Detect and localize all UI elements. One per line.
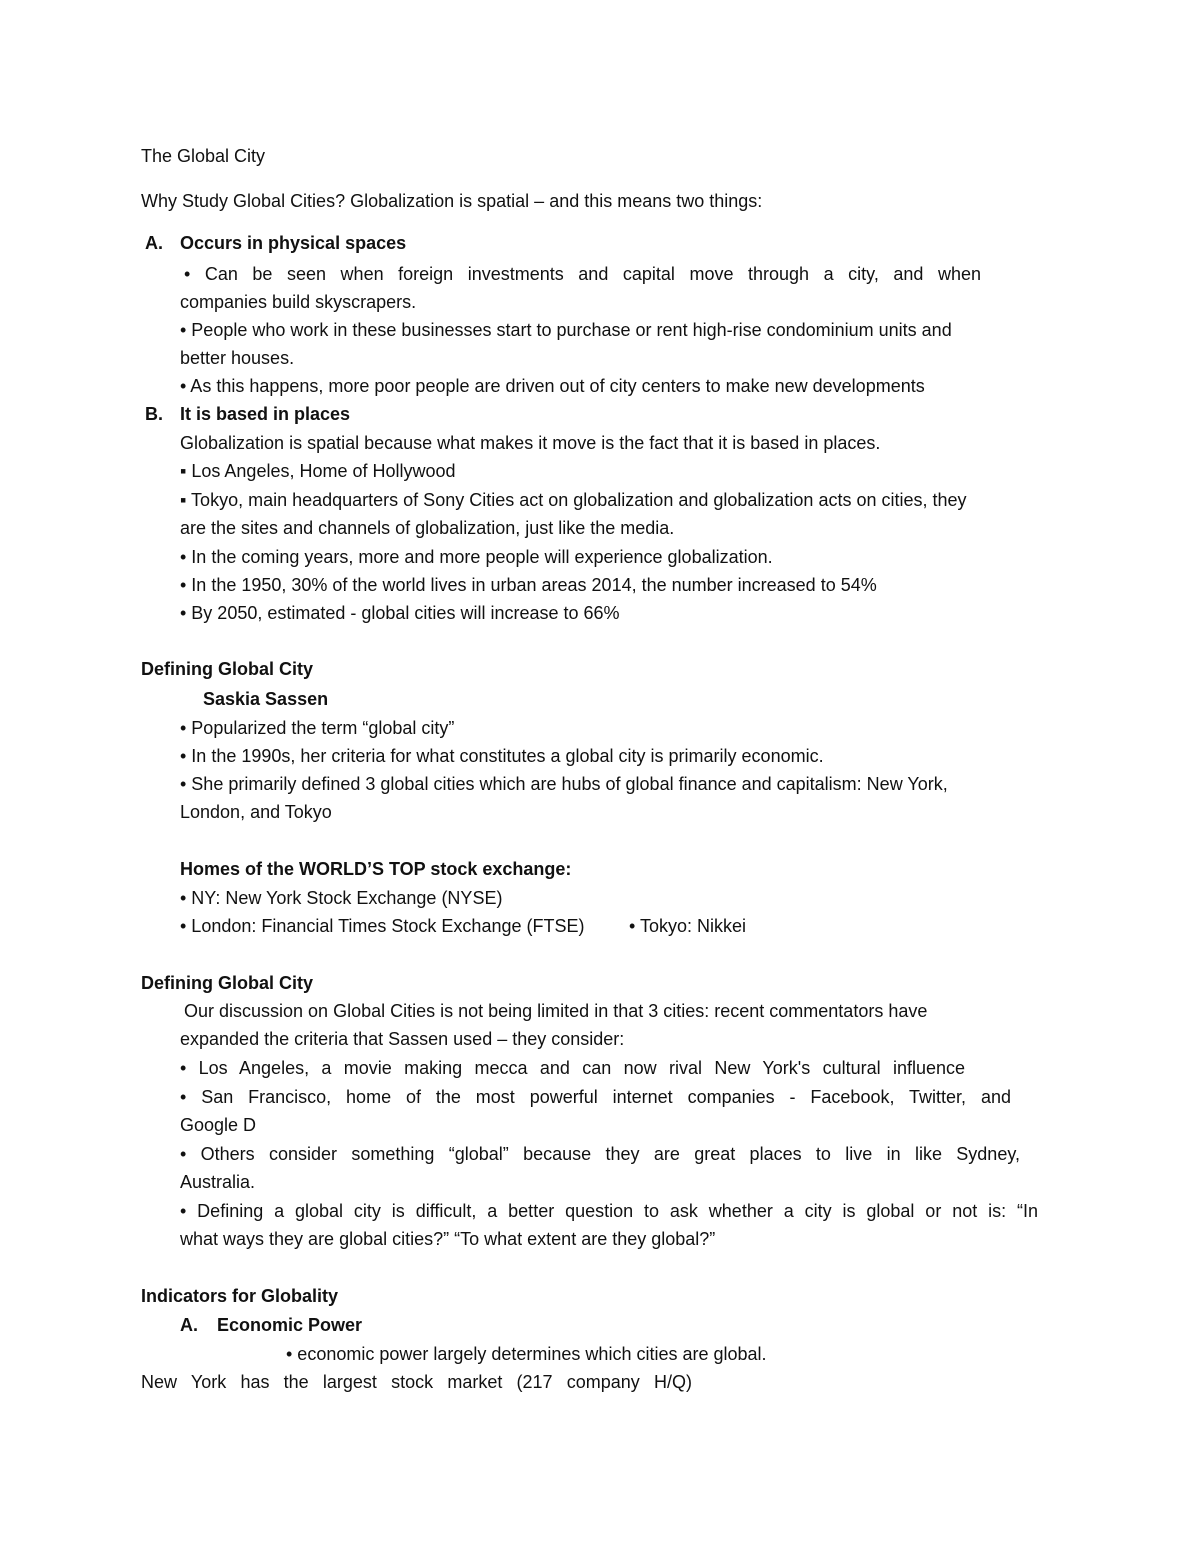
discussion-bullet-defining-line-1: • Defining a global city is difficult, a better question to ask whether a city is global or not is: “In: [180, 1201, 1038, 1221]
discussion-bullet-los-angeles: • Los Angeles, a movie making mecca and can now rival New York's cultural influence: [180, 1058, 965, 1078]
sassen-bullet-3-line-2: London, and Tokyo: [180, 802, 332, 822]
section-b-tokyo-line-2: are the sites and channels of globalization, just like the media.: [180, 518, 675, 538]
section-b-bullet-coming-years: • In the coming years, more and more people will experience globalization.: [180, 547, 773, 567]
discussion-bullet-san-francisco-line-1: • San Francisco, home of the most powerful internet companies - Facebook, Twitter, and: [180, 1087, 1011, 1107]
section-b-heading: It is based in places: [180, 404, 351, 424]
why-study-line: Why Study Global Cities? Globalization is spatial – and this means two things:: [141, 191, 763, 211]
section-b-bullet-2050: • By 2050, estimated - global cities will increase to 66%: [180, 603, 620, 623]
section-b-los-angeles: ▪ Los Angeles, Home of Hollywood: [180, 461, 456, 481]
discussion-line-1: Our discussion on Global Cities is not being limited in that 3 cities: recent commentators have: [184, 1001, 928, 1021]
section-a-bullet-3: • As this happens, more poor people are driven out of city centers to make new developments: [180, 376, 925, 396]
economic-power-bullet: • economic power largely determines which cities are global.: [286, 1344, 767, 1364]
indicators-a-marker: A.: [180, 1315, 198, 1335]
discussion-bullet-san-francisco-line-2: Google D: [180, 1115, 257, 1135]
section-a-marker: A.: [145, 233, 163, 253]
new-york-stock-market-line: New York has the largest stock market (217 company H/Q): [141, 1372, 692, 1392]
indicators-heading: Indicators for Globality: [141, 1286, 339, 1306]
section-a-bullet-1-line-1: • Can be seen when foreign investments and capital move through a city, and when: [184, 264, 981, 284]
section-b-bullet-1950: • In the 1950, 30% of the world lives in urban areas 2014, the number increased to 54%: [180, 575, 877, 595]
saskia-sassen-subheading: Saskia Sassen: [203, 689, 329, 709]
section-b-tokyo-line-1: ▪ Tokyo, main headquarters of Sony Cities act on globalization and globalization acts on cities, they: [180, 490, 967, 510]
stock-exchange-ny: • NY: New York Stock Exchange (NYSE): [180, 888, 503, 908]
discussion-line-2: expanded the criteria that Sassen used – they consider:: [180, 1029, 625, 1049]
sassen-bullet-2: • In the 1990s, her criteria for what constitutes a global city is primarily economic.: [180, 746, 824, 766]
defining-global-city-heading-1: Defining Global City: [141, 659, 314, 679]
section-b-intro: Globalization is spatial because what makes it move is the fact that it is based in places.: [180, 433, 881, 453]
section-a-bullet-1-line-2: companies build skyscrapers.: [180, 292, 417, 312]
doc-title: The Global City: [141, 146, 266, 166]
stock-exchange-tokyo: • Tokyo: Nikkei: [629, 916, 747, 936]
section-a-bullet-2-line-2: better houses.: [180, 348, 295, 368]
section-a-bullet-2-line-1: • People who work in these businesses start to purchase or rent high-rise condominium units and: [180, 320, 952, 340]
stock-exchange-london: • London: Financial Times Stock Exchange (FTSE): [180, 916, 585, 936]
section-b-marker: B.: [145, 404, 163, 424]
economic-power-subheading: Economic Power: [217, 1315, 363, 1335]
discussion-bullet-others-line-1: • Others consider something “global” because they are great places to live in like Sydney,: [180, 1144, 1020, 1164]
discussion-bullet-defining-line-2: what ways they are global cities?” “To what extent are they global?”: [180, 1229, 716, 1249]
sassen-bullet-1: • Popularized the term “global city”: [180, 718, 455, 738]
section-a-heading: Occurs in physical spaces: [180, 233, 407, 253]
sassen-bullet-3-line-1: • She primarily defined 3 global cities which are hubs of global finance and capitalism: New York,: [180, 774, 948, 794]
defining-global-city-heading-2: Defining Global City: [141, 973, 314, 993]
stock-exchange-heading: Homes of the WORLD’S TOP stock exchange:: [180, 859, 572, 879]
discussion-bullet-others-line-2: Australia.: [180, 1172, 256, 1192]
